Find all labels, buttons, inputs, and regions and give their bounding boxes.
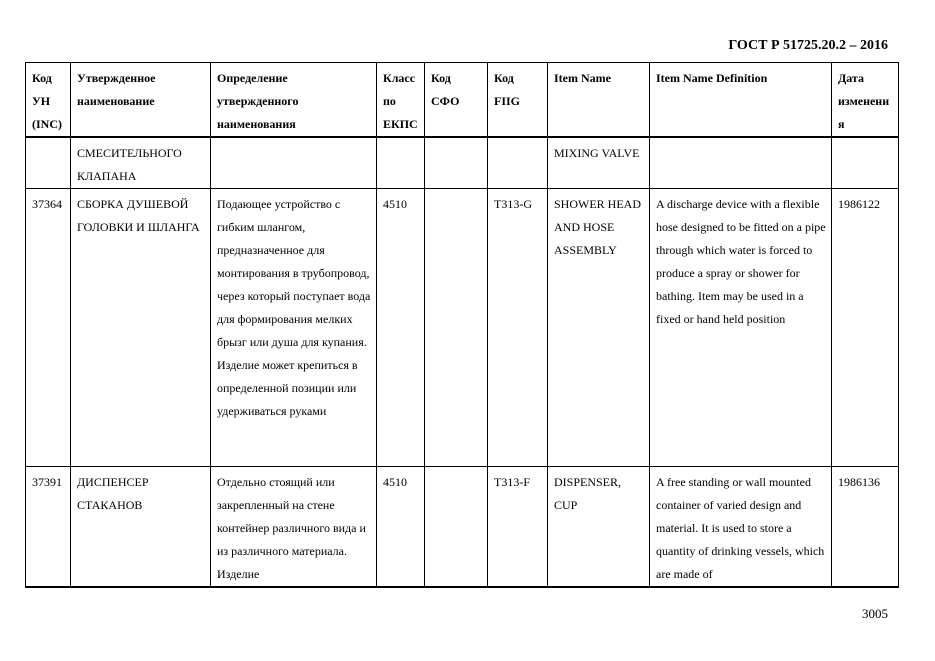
header-item-name-definition: Item Name Definition: [650, 63, 832, 138]
cell-item-name-definition: A free standing or wall mounted container of varied design and material. It is used to store a quantity of drinking vessels, which are made of: [650, 467, 832, 588]
cell-item-name: MIXING VALVE: [548, 137, 650, 189]
document-title: ГОСТ Р 51725.20.2 – 2016: [728, 38, 888, 53]
cell-approved-name: ДИСПЕНСЕР СТАКАНОВ: [71, 467, 211, 588]
cell-approved-name: СБОРКА ДУШЕВОЙ ГОЛОВКИ И ШЛАНГА: [71, 189, 211, 467]
cell-code-fiig: [488, 137, 548, 189]
cell-class-ekps: [377, 137, 425, 189]
cell-change-date: 1986122: [832, 189, 899, 467]
cell-definition: Подающее устройство с гибким шлангом, предназначенное для монтирования в трубопровод, через который поступает вода для формирования мелких брызг или душа для купания. Изделие может крепиться в определенной позиции или удерживаться руками: [211, 189, 377, 467]
cell-change-date: 1986136: [832, 467, 899, 588]
header-item-name: Item Name: [548, 63, 650, 138]
header-approved-name: Утвержденное наименование: [71, 63, 211, 138]
cell-class-ekps: 4510: [377, 467, 425, 588]
page-number: 3005: [862, 606, 888, 621]
header-definition: Определение утвержденного наименования: [211, 63, 377, 138]
header-code-fiig: Код FIIG: [488, 63, 548, 138]
cell-class-ekps: 4510: [377, 189, 425, 467]
cell-code-sfo: [425, 137, 488, 189]
cell-item-name: SHOWER HEAD AND HOSE ASSEMBLY: [548, 189, 650, 467]
header-code-un: Код УН (INC): [26, 63, 71, 138]
nomenclature-table: [25, 62, 899, 588]
cell-item-name: DISPENSER, CUP: [548, 467, 650, 588]
header-class-ekps: Класс по ЕКПС: [377, 63, 425, 138]
cell-code-un: 37364: [26, 189, 71, 467]
table-row: [26, 137, 899, 189]
cell-code-un: 37391: [26, 467, 71, 588]
cell-definition: [211, 137, 377, 189]
cell-approved-name: СМЕСИТЕЛЬНОГО КЛАПАНА: [71, 137, 211, 189]
header-change-date: Дата изменения: [832, 63, 899, 138]
cell-code-fiig: T313-F: [488, 467, 548, 588]
cell-change-date: [832, 137, 899, 189]
table-row: [26, 467, 899, 588]
cell-code-fiig: T313-G: [488, 189, 548, 467]
cell-code-sfo: [425, 189, 488, 467]
cell-code-un: [26, 137, 71, 189]
cell-item-name-definition: [650, 137, 832, 189]
cell-item-name-definition: A discharge device with a flexible hose designed to be fitted on a pipe through which water is forced to produce a spray or shower for bathing. Item may be used in a fixed or hand held position: [650, 189, 832, 467]
cell-code-sfo: [425, 467, 488, 588]
cell-definition: Отдельно стоящий или закрепленный на стене контейнер различного вида и из различного материала. Изделие: [211, 467, 377, 588]
table-row: [26, 189, 899, 467]
header-row: [26, 63, 899, 138]
header-code-sfo: Код СФО: [425, 63, 488, 138]
